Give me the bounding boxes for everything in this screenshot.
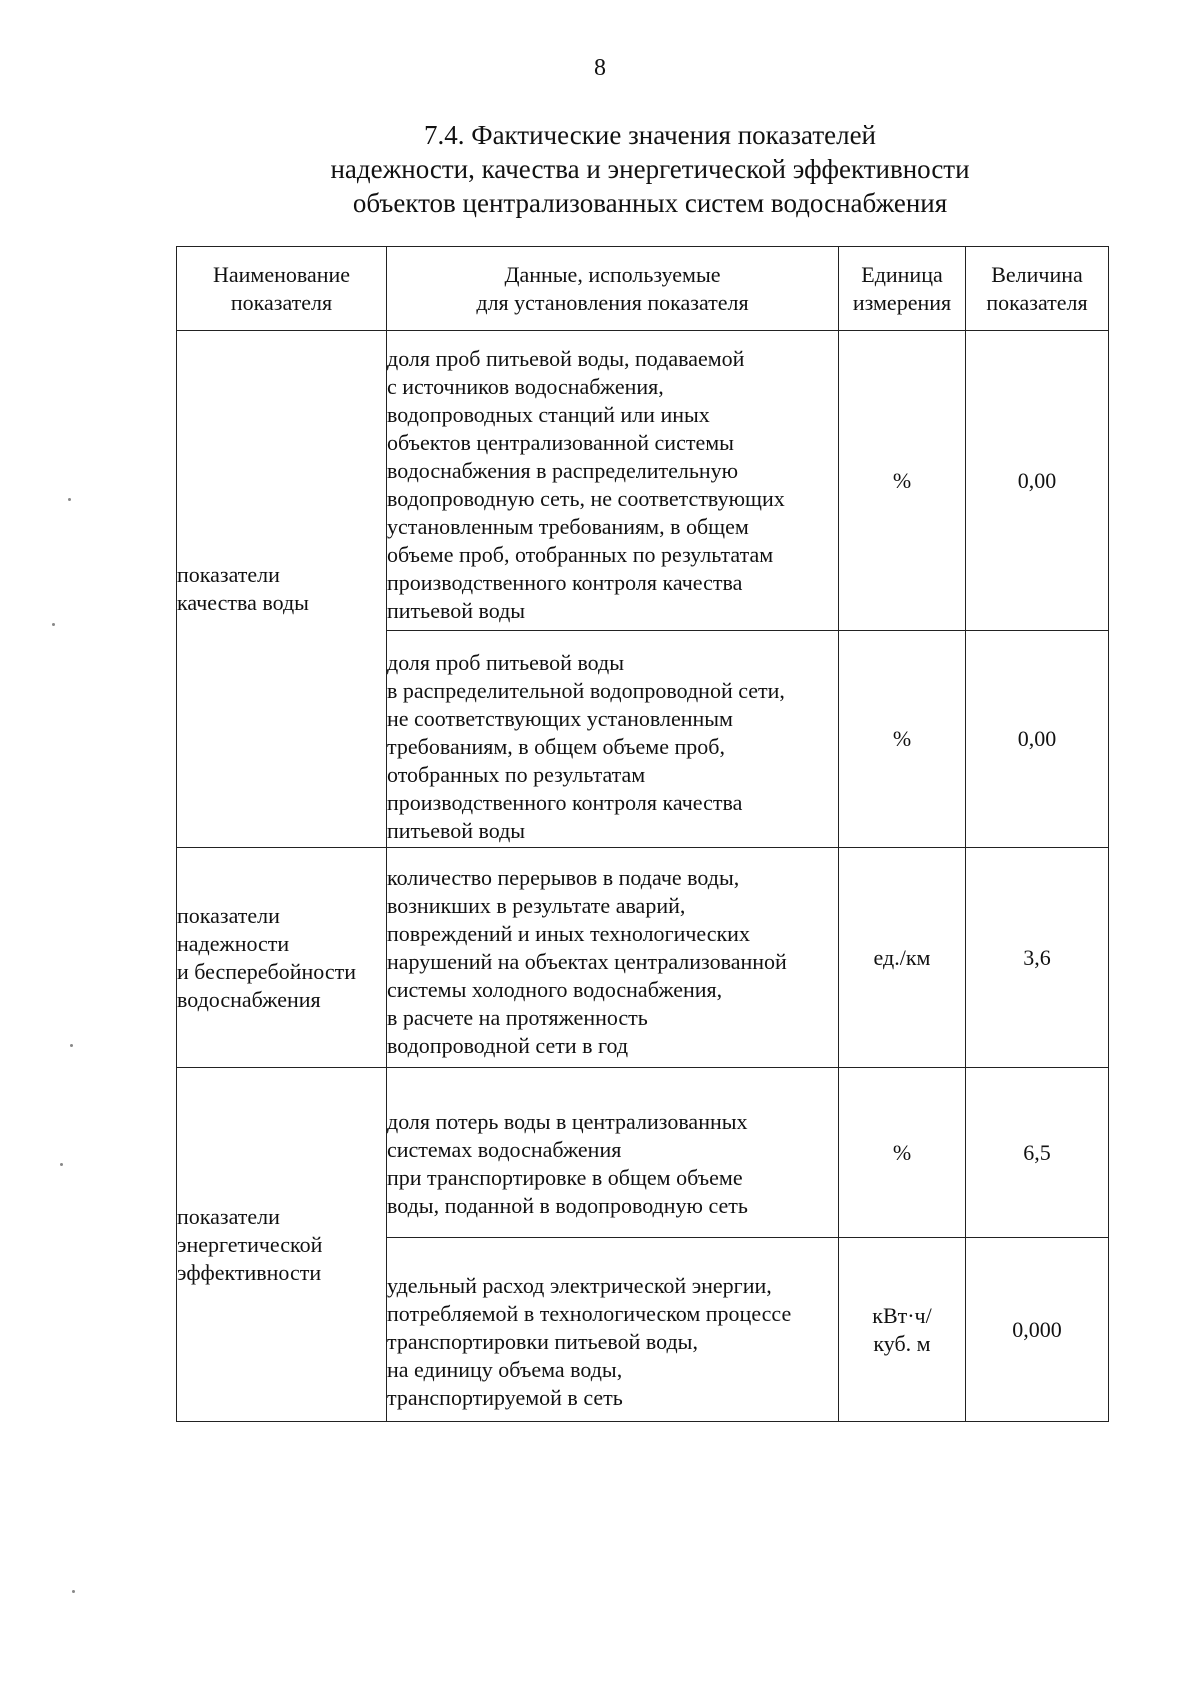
indicator-data-line: установленным требованиям, в общем bbox=[387, 514, 749, 539]
unit-line: % bbox=[892, 467, 912, 493]
indicator-name-line: показатели bbox=[177, 562, 280, 587]
indicator-data-line: воды, поданной в водопроводную сеть bbox=[387, 1193, 748, 1218]
indicator-name-line: водоснабжения bbox=[177, 986, 321, 1012]
indicator-data-line: нарушений на объектах централизованной bbox=[387, 949, 787, 974]
indicator-data-line: водопроводных станций или иных bbox=[387, 402, 710, 427]
indicator-data-line: системах водоснабжения bbox=[387, 1137, 622, 1162]
scan-speck bbox=[52, 623, 55, 626]
indicator-name-line: показатели bbox=[177, 1203, 280, 1229]
indicator-data-line: доля потерь воды в централизованных bbox=[387, 1109, 748, 1134]
section-title-line: 7.4. Фактические значения показателей bbox=[423, 120, 877, 150]
indicator-data-line: удельный расход электрической энергии, bbox=[387, 1273, 772, 1298]
table-row bbox=[177, 331, 1109, 631]
indicator-name-cell bbox=[177, 1068, 387, 1422]
indicator-data-line: отобранных по результатам bbox=[387, 762, 646, 787]
header-cell-data: Данные, используемые для установления показателя bbox=[387, 247, 839, 331]
indicators-table bbox=[176, 246, 1109, 1422]
value-cell: 3,6 bbox=[966, 848, 1109, 1068]
value-cell: 6,5 bbox=[966, 1068, 1109, 1238]
indicator-data-line: транспортируемой в сеть bbox=[387, 1385, 623, 1410]
indicator-name-line: надежности bbox=[177, 930, 290, 956]
page-number: 8 bbox=[594, 55, 606, 81]
table-row bbox=[177, 1068, 1109, 1238]
indicator-data-line: производственного контроля качества bbox=[387, 570, 743, 595]
indicator-data-cell bbox=[387, 848, 839, 1068]
indicator-data-cell bbox=[387, 631, 839, 848]
indicator-data-line: количество перерывов в подаче воды, bbox=[387, 865, 740, 890]
indicator-data-line: возникших в результате аварий, bbox=[387, 893, 686, 918]
indicator-data-cell bbox=[387, 1068, 839, 1238]
value-cell: 0,00 bbox=[966, 331, 1109, 631]
indicator-data-line: транспортировки питьевой воды, bbox=[387, 1329, 698, 1354]
table-row bbox=[177, 848, 1109, 1068]
indicator-name-cell bbox=[177, 331, 387, 848]
scan-speck bbox=[72, 1590, 75, 1593]
indicator-data-line: объектов централизованной системы bbox=[387, 430, 734, 455]
header-cell-unit: Единица измерения bbox=[839, 247, 966, 331]
value-cell: 0,00 bbox=[966, 631, 1109, 848]
indicator-name-line: показатели bbox=[177, 902, 280, 928]
unit-line: ед./км bbox=[873, 944, 931, 970]
unit-cell bbox=[839, 1238, 966, 1422]
indicator-name-line: эффективности bbox=[177, 1259, 322, 1285]
section-title-line: надежности, качества и энергетической эффективности bbox=[330, 154, 970, 184]
indicator-name-line: и бесперебойности bbox=[177, 958, 356, 984]
indicator-data-line: объеме проб, отобранных по результатам bbox=[387, 542, 774, 567]
indicator-data-line: доля проб питьевой воды bbox=[387, 650, 625, 675]
unit-cell bbox=[839, 631, 966, 848]
indicator-data-line: производственного контроля качества bbox=[387, 790, 743, 815]
unit-line: % bbox=[892, 1139, 912, 1165]
indicator-data-line: при транспортировке в общем объеме bbox=[387, 1165, 743, 1190]
indicator-data-line: питьевой воды bbox=[387, 818, 526, 843]
indicator-data-line: не соответствующих установленным bbox=[387, 706, 733, 731]
indicator-data-line: на единицу объема воды, bbox=[387, 1357, 623, 1382]
header-cell-value: Величина показателя bbox=[966, 247, 1109, 331]
indicator-data-line: водопроводной сети в год bbox=[387, 1033, 629, 1058]
indicator-data-line: водопроводную сеть, не соответствующих bbox=[387, 486, 785, 511]
indicator-data-cell bbox=[387, 331, 839, 631]
indicator-data-line: в расчете на протяженность bbox=[387, 1005, 648, 1030]
indicator-data-line: повреждений и иных технологических bbox=[387, 921, 750, 946]
indicator-name-cell bbox=[177, 848, 387, 1068]
unit-cell bbox=[839, 1068, 966, 1238]
table-body bbox=[177, 331, 1109, 1422]
value-cell: 0,000 bbox=[966, 1238, 1109, 1422]
indicator-name-line: качества воды bbox=[177, 590, 309, 615]
section-title-line: объектов централизованных систем водоснабжения bbox=[352, 188, 948, 218]
indicator-data-line: системы холодного водоснабжения, bbox=[387, 977, 723, 1002]
unit-line: куб. м bbox=[873, 1330, 931, 1356]
indicator-data-line: с источников водоснабжения, bbox=[387, 374, 664, 399]
indicator-data-line: в распределительной водопроводной сети, bbox=[387, 678, 785, 703]
indicator-data-cell bbox=[387, 1238, 839, 1422]
scan-speck bbox=[68, 498, 71, 501]
scan-speck bbox=[60, 1163, 63, 1166]
indicator-data-line: требованиям, в общем объеме проб, bbox=[387, 734, 725, 759]
indicator-data-line: водоснабжения в распределительную bbox=[387, 458, 739, 483]
indicator-data-line: доля проб питьевой воды, подаваемой bbox=[387, 346, 745, 371]
unit-line: % bbox=[892, 726, 912, 751]
unit-cell bbox=[839, 848, 966, 1068]
unit-cell bbox=[839, 331, 966, 631]
indicator-data-line: потребляемой в технологическом процессе bbox=[387, 1301, 792, 1326]
header-cell-name: Наименование показателя bbox=[177, 247, 387, 331]
indicator-name-line: энергетической bbox=[177, 1231, 323, 1257]
table-header-row bbox=[177, 247, 1109, 331]
unit-line: кВт·ч/ bbox=[872, 1302, 932, 1328]
scan-speck bbox=[70, 1044, 73, 1047]
indicator-data-line: питьевой воды bbox=[387, 598, 526, 623]
section-heading bbox=[0, 118, 1200, 220]
